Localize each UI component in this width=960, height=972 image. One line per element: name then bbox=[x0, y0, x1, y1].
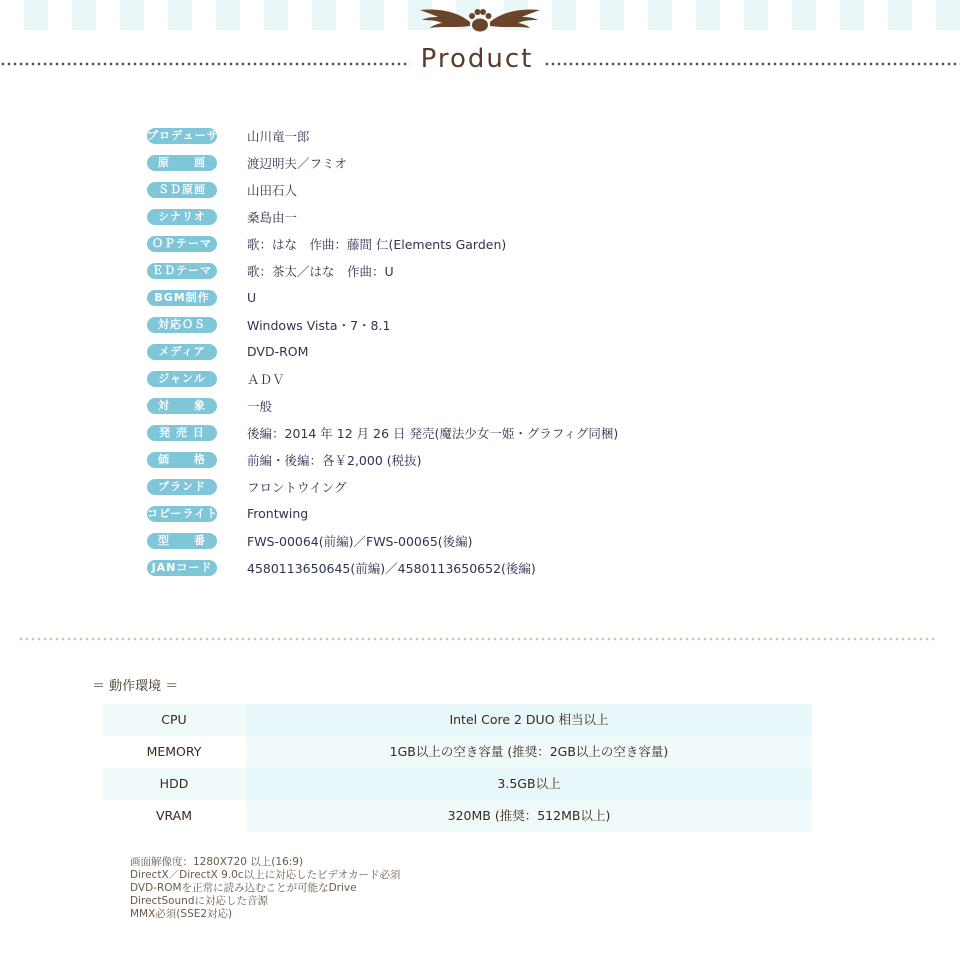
spec-label: BGM制作 bbox=[147, 290, 217, 306]
spec-value: U bbox=[247, 290, 257, 305]
spec-value: 歌：はな 作曲：藤間 仁(Elements Garden) bbox=[247, 236, 507, 252]
requirement-value: 1GB以上の空き容量 (推奨：2GB以上の空き容量) bbox=[246, 736, 812, 768]
system-requirements-table bbox=[102, 704, 812, 832]
spec-value: FWS-00064(前編)／FWS-00065(後編) bbox=[247, 533, 473, 549]
spec-value: 前編・後編：各￥2,000 (税抜) bbox=[247, 452, 422, 468]
spec-value: Windows Vista・7・8.1 bbox=[247, 317, 391, 333]
section-title-row bbox=[0, 42, 960, 82]
spec-value: 歌：茶太／はな 作曲：U bbox=[247, 263, 394, 279]
spec-value: 山川竜一郎 bbox=[247, 128, 310, 144]
note-line: 画面解像度：1280X720 以上(16:9) bbox=[130, 856, 304, 868]
requirement-value: Intel Core 2 DUO 相当以上 bbox=[246, 704, 812, 736]
requirement-key: CPU bbox=[102, 704, 246, 736]
spec-label: 発 売 日 bbox=[147, 425, 217, 441]
note-line: DVD-ROMを正常に読み込むことが可能なDrive bbox=[130, 882, 357, 894]
product-spec-list bbox=[147, 122, 847, 581]
spec-row-price bbox=[147, 446, 847, 473]
table-row bbox=[102, 704, 812, 736]
spec-row-sd-art bbox=[147, 176, 847, 203]
spec-value: 一般 bbox=[247, 398, 273, 414]
spec-row-ed-theme bbox=[147, 257, 847, 284]
spec-row-brand bbox=[147, 473, 847, 500]
spec-row-producer bbox=[147, 122, 847, 149]
spec-label: 価 格 bbox=[147, 452, 217, 468]
requirement-key: VRAM bbox=[102, 800, 246, 832]
spec-value: ＡＤＶ bbox=[247, 371, 285, 387]
requirement-key: MEMORY bbox=[102, 736, 246, 768]
spec-value: フロントウイング bbox=[247, 479, 347, 495]
spec-value: 渡辺明夫／フミオ bbox=[247, 155, 348, 171]
spec-label: 対 象 bbox=[147, 398, 217, 414]
title-divider-right bbox=[544, 62, 960, 66]
table-row bbox=[102, 736, 812, 768]
page-title: Product bbox=[420, 44, 534, 74]
section-divider bbox=[18, 637, 938, 641]
spec-label: 型 番 bbox=[147, 533, 217, 549]
spec-row-jan-code bbox=[147, 554, 847, 581]
table-row bbox=[102, 800, 812, 832]
spec-label: コピーライト bbox=[147, 506, 219, 520]
title-divider-left bbox=[0, 62, 410, 66]
spec-value: Frontwing bbox=[247, 506, 309, 521]
spec-value: 後編：2014 年 12 月 26 日 発売(魔法少女一姫・グラフィグ同梱) bbox=[247, 425, 619, 441]
system-requirements-title: ＝ 動作環境 ＝ bbox=[92, 679, 179, 694]
spec-row-audience bbox=[147, 392, 847, 419]
spec-row-release-date bbox=[147, 419, 847, 446]
spec-label: ＥＤテーマ bbox=[147, 263, 217, 279]
spec-label: JANコード bbox=[147, 560, 217, 576]
spec-row-bgm bbox=[147, 284, 847, 311]
spec-label: プロデューサー bbox=[147, 128, 231, 142]
spec-label: 原 画 bbox=[147, 155, 217, 171]
requirement-key: HDD bbox=[102, 768, 246, 800]
spec-label: ブランド bbox=[147, 479, 217, 495]
note-line: MMX必須(SSE2対応) bbox=[130, 908, 233, 920]
requirements-notes bbox=[130, 856, 401, 921]
note-line: DirectSoundに対応した音源 bbox=[130, 895, 269, 907]
spec-label: メディア bbox=[147, 344, 217, 360]
spec-row-media bbox=[147, 338, 847, 365]
spec-row-copyright bbox=[147, 500, 847, 527]
requirement-value: 320MB (推奨：512MB以上) bbox=[246, 800, 812, 832]
spec-row-op-theme bbox=[147, 230, 847, 257]
spec-row-original-art bbox=[147, 149, 847, 176]
spec-label: シナリオ bbox=[147, 209, 217, 225]
spec-value: DVD-ROM bbox=[247, 344, 309, 359]
spec-value: 4580113650645(前編)／4580113650652(後編) bbox=[247, 560, 536, 576]
note-line: DirectX／DirectX 9.0c以上に対応したビデオカード必須 bbox=[130, 869, 401, 881]
spec-value: 山田石人 bbox=[247, 182, 298, 198]
spec-label: 対応ＯＳ bbox=[147, 317, 217, 333]
spec-label: ＯＰテーマ bbox=[147, 236, 217, 252]
spec-row-genre bbox=[147, 365, 847, 392]
spec-row-os bbox=[147, 311, 847, 338]
requirement-value: 3.5GB以上 bbox=[246, 768, 812, 800]
spec-label: ジャンル bbox=[147, 371, 217, 387]
spec-row-model-number bbox=[147, 527, 847, 554]
spec-label: ＳＤ原画 bbox=[147, 182, 217, 198]
spec-value: 桑島由一 bbox=[247, 209, 298, 225]
winged-paw-icon bbox=[418, 4, 542, 36]
table-row bbox=[102, 768, 812, 800]
spec-row-scenario bbox=[147, 203, 847, 230]
